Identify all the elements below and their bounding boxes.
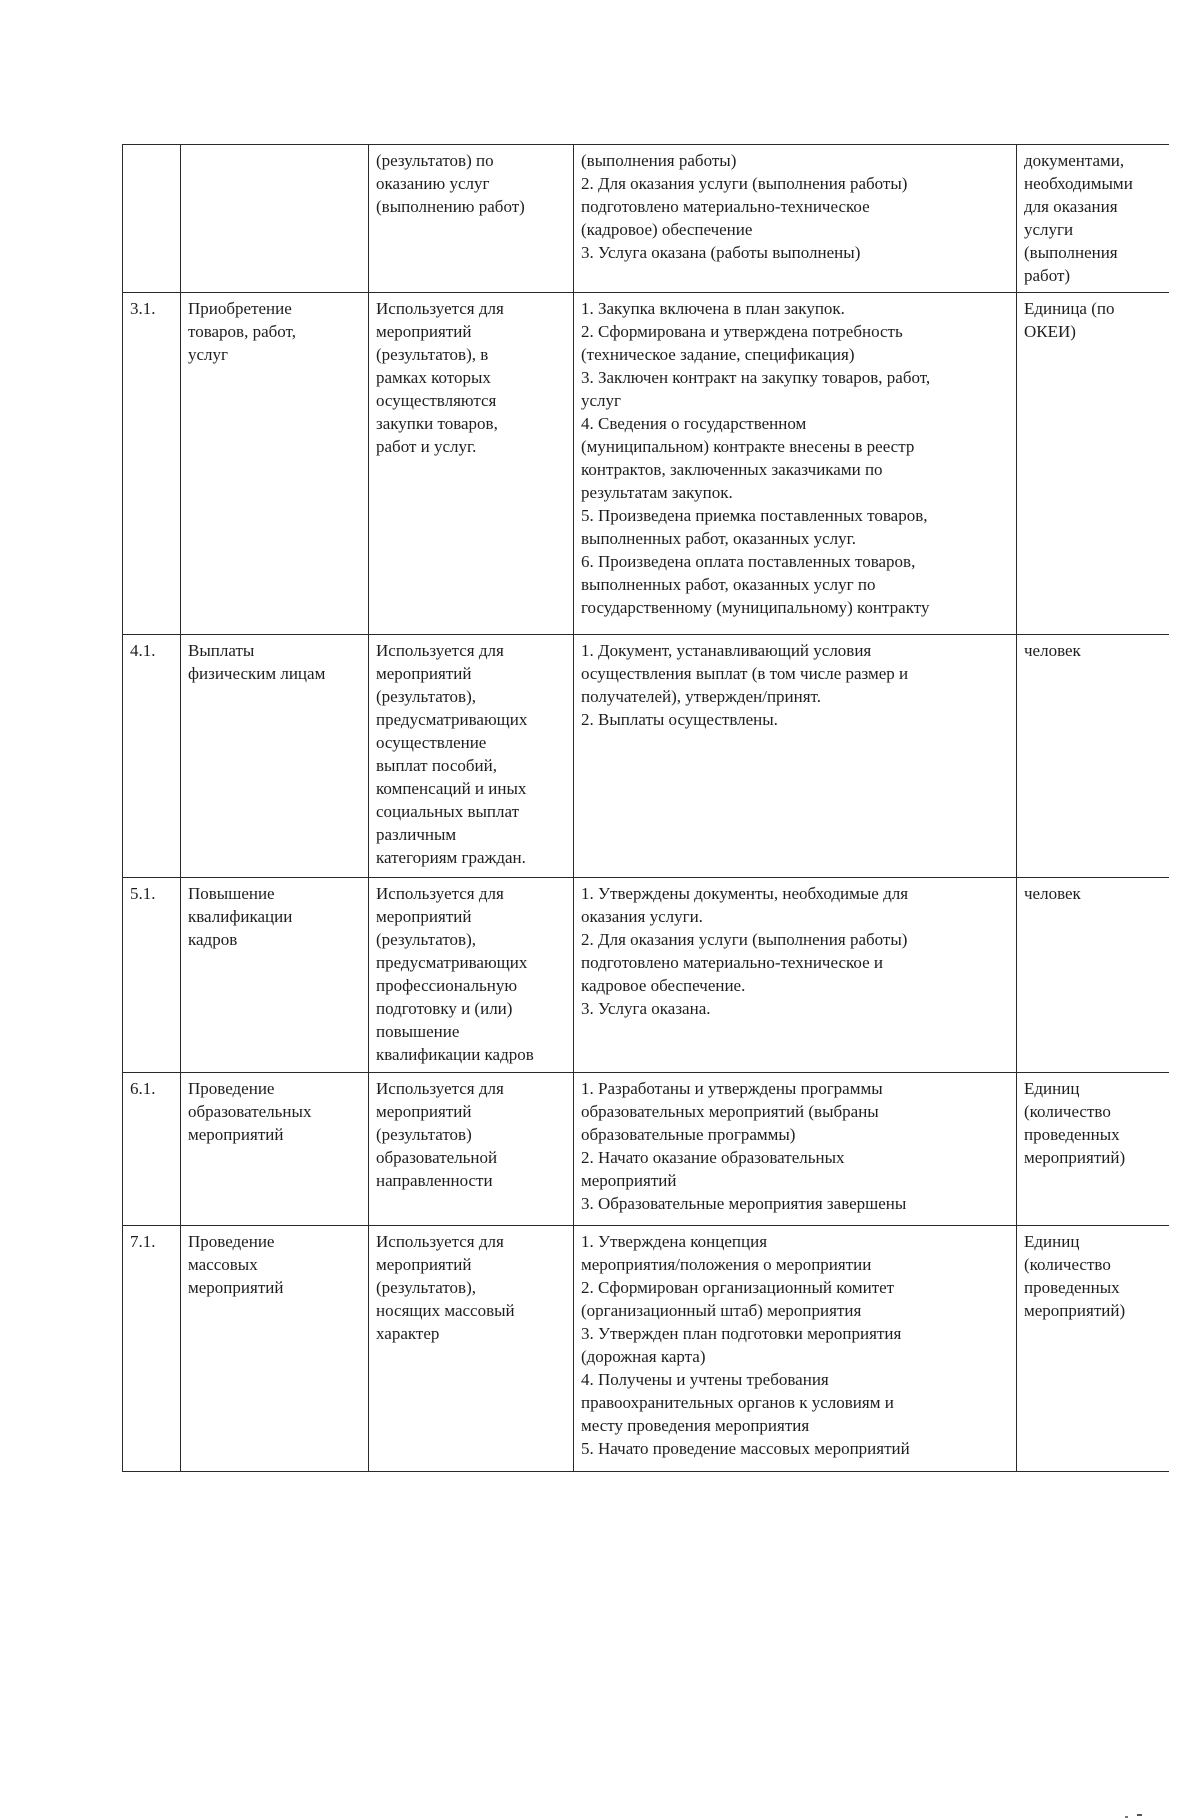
cell-text-line: мероприятий)	[1024, 1148, 1126, 1167]
cell-text-line: работ и услуг.	[376, 437, 477, 456]
cell-text-line: 2. Сформирован организационный комитет	[581, 1278, 895, 1297]
usage-cell	[369, 293, 574, 635]
cell-text-line: правоохранительных органов к условиям и	[581, 1393, 894, 1412]
stages-cell	[574, 1073, 1017, 1226]
cell-text-line: выполненных работ, оказанных услуг.	[581, 529, 856, 548]
usage-cell	[369, 145, 574, 293]
usage-cell	[369, 635, 574, 878]
cell-text-line: Повышение	[188, 884, 275, 903]
cell-text-line: 3. Заключен контракт на закупку товаров, работ,	[581, 368, 931, 387]
cell-text-line: кадровое обеспечение.	[581, 976, 746, 995]
cell-text-line: (выполнению работ)	[376, 197, 525, 216]
table-row	[123, 145, 1169, 293]
cell-text-line: Используется для	[376, 641, 504, 660]
cell-text-line: для оказания	[1024, 197, 1118, 216]
cell-text-line: образовательных мероприятий (выбраны	[581, 1102, 879, 1121]
cell-text-line: 3. Услуга оказана (работы выполнены)	[581, 243, 861, 262]
cell-text-line: Выплаты	[188, 641, 255, 660]
cell-text-line: Единиц	[1024, 1079, 1080, 1098]
cell-text-line: подготовку и (или)	[376, 999, 513, 1018]
cell-text-line: мероприятий	[376, 664, 472, 683]
cell-text-line: оказанию услуг	[376, 174, 490, 193]
cell-text-line: услуги	[1024, 220, 1074, 239]
cell-text-line: предусматривающих	[376, 710, 528, 729]
result-type-cell	[181, 1226, 369, 1472]
cell-text-line: услуг	[581, 391, 622, 410]
result-type-cell	[181, 635, 369, 878]
cell-text-line: Используется для	[376, 1232, 504, 1251]
cell-text-line: 1. Закупка включена в план закупок.	[581, 299, 845, 318]
cell-text-line: результатам закупок.	[581, 483, 733, 502]
unit-cell	[1017, 1073, 1169, 1226]
cell-text-line: (результатов), в	[376, 345, 489, 364]
cell-text-line: 4. Получены и учтены требования	[581, 1370, 829, 1389]
cell-text-line: (результатов),	[376, 1278, 476, 1297]
document-page	[122, 144, 1168, 1472]
stages-cell	[574, 878, 1017, 1073]
row-number-cell: 3.1.	[123, 293, 181, 635]
cell-text-line: образовательной	[376, 1148, 498, 1167]
cell-text-line: (выполнения	[1024, 243, 1118, 262]
cell-text-line: 3. Образовательные мероприятия завершены	[581, 1194, 907, 1213]
cell-text-line: Используется для	[376, 1079, 504, 1098]
cell-text-line: 2. Начато оказание образовательных	[581, 1148, 845, 1167]
unit-cell	[1017, 635, 1169, 878]
stages-cell	[574, 635, 1017, 878]
scan-speck	[1137, 1814, 1142, 1816]
cell-text-line: документами,	[1024, 151, 1125, 170]
cell-text-line: ОКЕИ)	[1024, 322, 1076, 341]
cell-text-line: человек	[1024, 641, 1081, 660]
cell-text-line: характер	[376, 1324, 440, 1343]
cell-text-line: направленности	[376, 1171, 493, 1190]
cell-text-line: человек	[1024, 884, 1081, 903]
cell-text-line: 1. Утверждена концепция	[581, 1232, 768, 1251]
cell-text-line: (муниципальном) контракте внесены в реестр	[581, 437, 915, 456]
table-row	[123, 878, 1169, 1073]
row-number-cell	[123, 145, 181, 293]
cell-text-line: мероприятий	[376, 1255, 472, 1274]
cell-text-line: носящих массовый	[376, 1301, 515, 1320]
cell-text-line: мероприятий	[188, 1125, 284, 1144]
stages-cell	[574, 293, 1017, 635]
cell-text-line: массовых	[188, 1255, 258, 1274]
cell-text-line: (количество	[1024, 1255, 1111, 1274]
row-number-cell: 6.1.	[123, 1073, 181, 1226]
cell-text-line: осуществления выплат (в том числе размер и	[581, 664, 909, 683]
cell-text-line: работ)	[1024, 266, 1071, 285]
cell-text-line: мероприятий	[376, 322, 472, 341]
cell-text-line: 3. Утвержден план подготовки мероприятия	[581, 1324, 902, 1343]
cell-text-line: (результатов),	[376, 687, 476, 706]
cell-text-line: мероприятий	[188, 1278, 284, 1297]
cell-text-line: социальных выплат	[376, 802, 520, 821]
cell-text-line: оказания услуги.	[581, 907, 703, 926]
cell-text-line: мероприятия/положения о мероприятии	[581, 1255, 872, 1274]
result-type-cell	[181, 293, 369, 635]
cell-text-line: подготовлено материально-техническое	[581, 197, 870, 216]
table-row	[123, 1226, 1169, 1472]
cell-text-line: (выполнения работы)	[581, 151, 737, 170]
cell-text-line: 5. Начато проведение массовых мероприятий	[581, 1439, 910, 1458]
cell-text-line: (результатов),	[376, 930, 476, 949]
table-row	[123, 1073, 1169, 1226]
cell-text-line: компенсаций и иных	[376, 779, 527, 798]
cell-text-line: 1. Разработаны и утверждены программы	[581, 1079, 883, 1098]
cell-text-line: подготовлено материально-техническое и	[581, 953, 883, 972]
cell-text-line: 1. Утверждены документы, необходимые для	[581, 884, 909, 903]
cell-text-line: мероприятий	[376, 1102, 472, 1121]
unit-cell	[1017, 878, 1169, 1073]
cell-text-line: мероприятий)	[1024, 1301, 1126, 1320]
cell-text-line: предусматривающих	[376, 953, 528, 972]
cell-text-line: кадров	[188, 930, 238, 949]
cell-text-line: (организационный штаб) мероприятия	[581, 1301, 862, 1320]
row-number-cell: 5.1.	[123, 878, 181, 1073]
cell-text-line: получателей), утвержден/принят.	[581, 687, 821, 706]
cell-text-line: мероприятий	[376, 907, 472, 926]
cell-text-line: 5. Произведена приемка поставленных товаров,	[581, 506, 928, 525]
cell-text-line: осуществляются	[376, 391, 497, 410]
result-type-cell	[181, 145, 369, 293]
unit-cell	[1017, 1226, 1169, 1472]
cell-text-line: квалификации	[188, 907, 293, 926]
cell-text-line: проведенных	[1024, 1278, 1120, 1297]
usage-cell	[369, 1226, 574, 1472]
cell-text-line: 2. Для оказания услуги (выполнения работы)	[581, 930, 908, 949]
cell-text-line: различным	[376, 825, 457, 844]
results-types-table	[122, 144, 1169, 1472]
cell-text-line: 4. Сведения о государственном	[581, 414, 807, 433]
table-body	[123, 145, 1169, 1472]
unit-cell	[1017, 293, 1169, 635]
cell-text-line: месту проведения мероприятия	[581, 1416, 810, 1435]
cell-text-line: 3. Услуга оказана.	[581, 999, 711, 1018]
cell-text-line: Приобретение	[188, 299, 292, 318]
cell-text-line: 2. Сформирована и утверждена потребность	[581, 322, 903, 341]
cell-text-line: государственному (муниципальному) контракту	[581, 598, 930, 617]
cell-text-line: (количество	[1024, 1102, 1111, 1121]
result-type-cell	[181, 878, 369, 1073]
cell-text-line: выплат пособий,	[376, 756, 497, 775]
cell-text-line: услуг	[188, 345, 229, 364]
cell-text-line: Единица (по	[1024, 299, 1115, 318]
cell-text-line: закупки товаров,	[376, 414, 498, 433]
cell-text-line: необходимыми	[1024, 174, 1133, 193]
cell-text-line: 2. Для оказания услуги (выполнения работы)	[581, 174, 908, 193]
cell-text-line: профессиональную	[376, 976, 518, 995]
cell-text-line: мероприятий	[581, 1171, 677, 1190]
cell-text-line: контрактов, заключенных заказчиками по	[581, 460, 883, 479]
stages-cell	[574, 145, 1017, 293]
cell-text-line: 2. Выплаты осуществлены.	[581, 710, 778, 729]
cell-text-line: рамках которых	[376, 368, 491, 387]
row-number-cell: 7.1.	[123, 1226, 181, 1472]
cell-text-line: (результатов)	[376, 1125, 472, 1144]
cell-text-line: выполненных работ, оказанных услуг по	[581, 575, 876, 594]
cell-text-line: образовательных	[188, 1102, 312, 1121]
usage-cell	[369, 1073, 574, 1226]
cell-text-line: 6. Произведена оплата поставленных товаров,	[581, 552, 916, 571]
cell-text-line: проведенных	[1024, 1125, 1120, 1144]
cell-text-line: Проведение	[188, 1232, 275, 1251]
cell-text-line: Единиц	[1024, 1232, 1080, 1251]
cell-text-line: категориям граждан.	[376, 848, 526, 867]
result-type-cell	[181, 1073, 369, 1226]
stages-cell	[574, 1226, 1017, 1472]
cell-text-line: квалификации кадров	[376, 1045, 534, 1064]
cell-text-line: физическим лицам	[188, 664, 326, 683]
row-number-cell: 4.1.	[123, 635, 181, 878]
usage-cell	[369, 878, 574, 1073]
cell-text-line: Проведение	[188, 1079, 275, 1098]
cell-text-line: (техническое задание, спецификация)	[581, 345, 855, 364]
cell-text-line: (кадровое) обеспечение	[581, 220, 753, 239]
cell-text-line: осуществление	[376, 733, 487, 752]
cell-text-line: повышение	[376, 1022, 460, 1041]
unit-cell	[1017, 145, 1169, 293]
cell-text-line: (дорожная карта)	[581, 1347, 706, 1366]
table-row	[123, 635, 1169, 878]
cell-text-line: (результатов) по	[376, 151, 494, 170]
table-row	[123, 293, 1169, 635]
cell-text-line: 1. Документ, устанавливающий условия	[581, 641, 872, 660]
cell-text-line: товаров, работ,	[188, 322, 296, 341]
cell-text-line: Используется для	[376, 884, 504, 903]
cell-text-line: Используется для	[376, 299, 504, 318]
cell-text-line: образовательные программы)	[581, 1125, 796, 1144]
